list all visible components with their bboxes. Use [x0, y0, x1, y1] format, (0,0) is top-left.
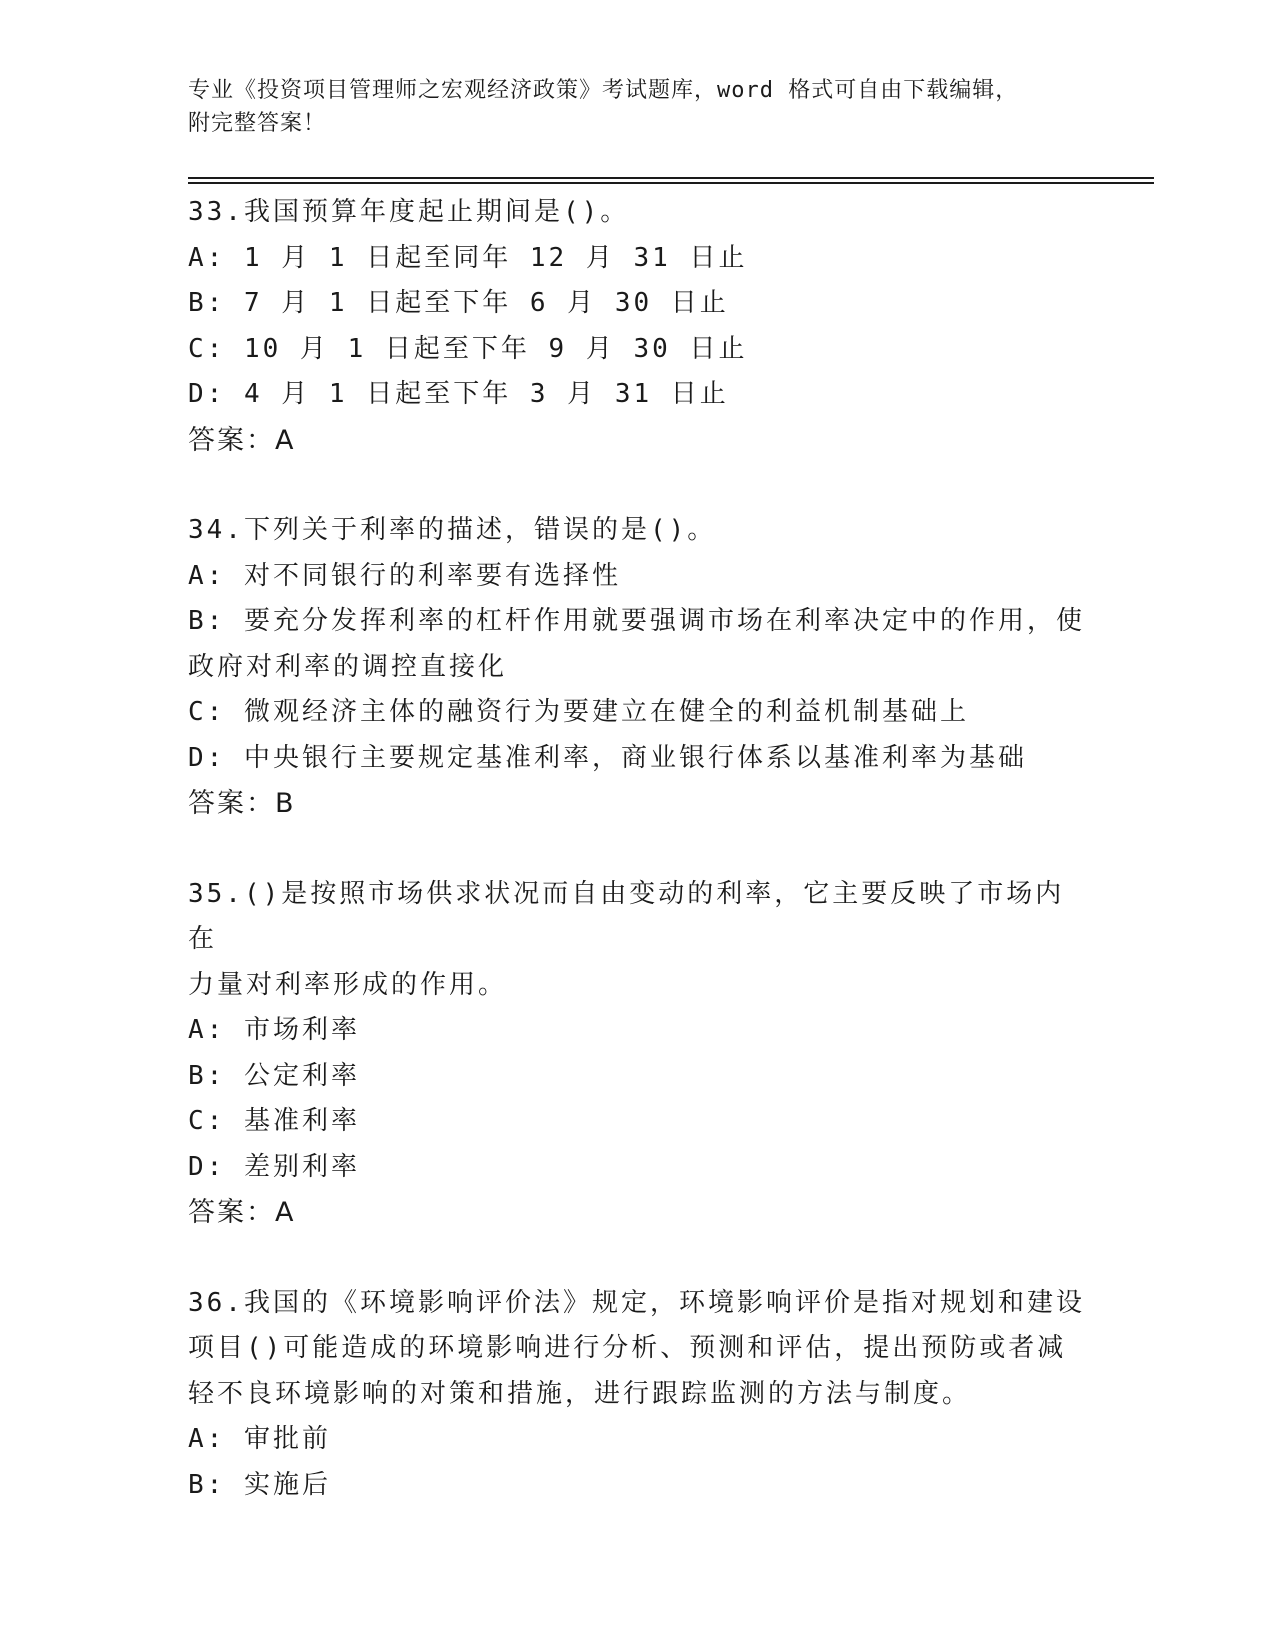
answer-option-line: C: 基准利率	[188, 1106, 360, 1136]
answer-key: 答案：A	[188, 1197, 296, 1228]
question-block	[188, 872, 1088, 1236]
header-divider-bottom	[188, 182, 1154, 184]
answer-option-line: D: 差别利率	[188, 1151, 360, 1182]
question-stem-line: 36.我国的《环境影响评价法》规定，环境影响评价是指对规划和建设	[188, 1287, 1085, 1318]
answer-option-line: D: 4 月 1 日起至下年 3 月 31 日止	[188, 379, 729, 409]
header-line-1: 专业《投资项目管理师之宏观经济政策》考试题库，word 格式可自由下载编辑，	[188, 78, 1019, 103]
question-block	[188, 508, 1088, 827]
answer-key: 答案：B	[188, 788, 296, 819]
answer-option-line: A: 市场利率	[188, 1015, 360, 1045]
question-block	[188, 190, 1088, 463]
answer-option-line: A: 审批前	[188, 1424, 331, 1454]
answer-option-line: C: 10 月 1 日起至下年 9 月 30 日止	[188, 333, 748, 364]
question-stem-line: 项目()可能造成的环境影响进行分析、预测和评估，提出预防或者减	[188, 1333, 1067, 1363]
header-divider-top	[188, 177, 1154, 179]
document-header	[188, 74, 1068, 140]
header-line-2: 附完整答案！	[188, 111, 327, 136]
answer-option-line: B: 要充分发挥利率的杠杆作用就要强调市场在利率决定中的作用，使	[188, 606, 1085, 636]
answer-option-line: C: 微观经济主体的融资行为要建立在健全的利益机制基础上	[188, 697, 969, 727]
question-stem-line: 轻不良环境影响的对策和措施，进行跟踪监测的方法与制度。	[188, 1378, 972, 1409]
question-stem-line: 33.我国预算年度起止期间是()。	[188, 197, 630, 227]
answer-key: 答案：A	[188, 424, 296, 456]
answer-option-line: A: 对不同银行的利率要有选择性	[188, 560, 621, 591]
answer-option-line: B: 实施后	[188, 1469, 331, 1500]
answer-option-line: D: 中央银行主要规定基准利率，商业银行体系以基准利率为基础	[188, 742, 1027, 773]
answer-option-line: B: 公定利率	[188, 1060, 360, 1091]
answer-option-line: 政府对利率的调控直接化	[188, 651, 508, 682]
answer-option-line: B: 7 月 1 日起至下年 6 月 30 日止	[188, 288, 729, 318]
question-list	[188, 190, 1088, 1553]
question-stem-line: 力量对利率形成的作用。	[188, 969, 508, 1000]
question-stem-line: 35.()是按照市场供求状况而自由变动的利率，它主要反映了市场内在	[188, 878, 1065, 954]
answer-option-line: A: 1 月 1 日起至同年 12 月 31 日止	[188, 242, 748, 273]
question-stem-line: 34.下列关于利率的描述，错误的是()。	[188, 515, 717, 545]
question-block	[188, 1281, 1088, 1509]
